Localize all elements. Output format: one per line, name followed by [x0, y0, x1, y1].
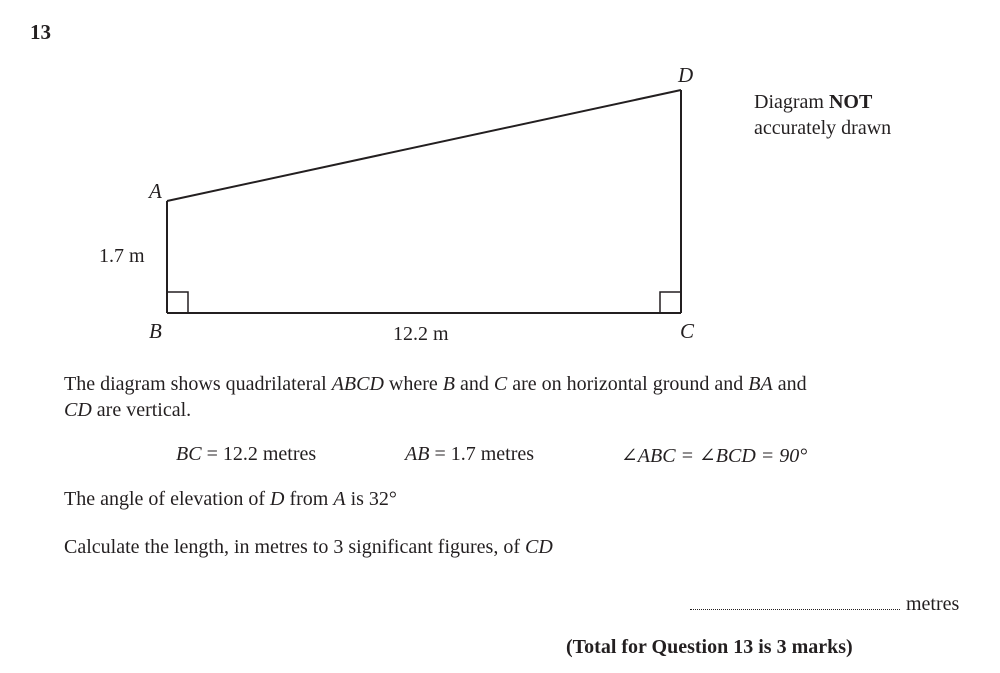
intro-ba: BA — [748, 373, 773, 395]
vertex-label-b: B — [149, 319, 162, 343]
elev-a: A — [333, 488, 346, 510]
right-angle-marker-b — [167, 292, 188, 313]
side-label-bc: 12.2 m — [393, 323, 449, 345]
total-marks: (Total for Question 13 is 3 marks) — [566, 636, 853, 658]
intro-paragraph — [64, 371, 824, 423]
given-ab — [405, 443, 534, 466]
intro-text-3: and — [459, 373, 489, 395]
note-prefix: Diagram — [754, 91, 824, 113]
question-number: 13 — [30, 20, 51, 44]
answer-dotted-line[interactable] — [690, 595, 900, 610]
given-ab-variable: AB — [405, 443, 430, 465]
given-ab-value: = 1.7 metres — [434, 443, 535, 465]
right-angle-marker-c — [660, 292, 681, 313]
given-angles — [621, 443, 807, 468]
answer-unit: metres — [906, 593, 960, 615]
calc-cd: CD — [525, 536, 553, 558]
answer-line[interactable] — [690, 593, 959, 616]
elev-text-3: is 32° — [350, 488, 397, 510]
calculate-instruction — [64, 534, 553, 560]
elev-text-1: The angle of elevation of — [64, 488, 266, 510]
intro-cd: CD — [64, 399, 92, 421]
side-ad — [167, 90, 681, 201]
given-bc — [176, 443, 316, 466]
intro-text-1: The diagram shows quadrilateral — [64, 373, 327, 395]
intro-text-6: are vertical. — [96, 399, 192, 421]
given-bc-variable: BC — [176, 443, 202, 465]
intro-text-4: are on horizontal ground and — [512, 373, 744, 395]
intro-abcd: ABCD — [331, 373, 384, 395]
note-suffix: accurately drawn — [754, 117, 892, 139]
intro-text-5: and — [777, 373, 807, 395]
vertex-label-c: C — [680, 319, 695, 343]
vertex-label-d: D — [678, 63, 694, 87]
elevation-sentence — [64, 486, 397, 512]
intro-text-2: where — [388, 373, 438, 395]
calc-text: Calculate the length, in metres to 3 significant figures, of — [64, 536, 520, 558]
given-angles-text: ∠ABC = ∠BCD = 90° — [621, 445, 808, 467]
not-accurately-drawn-note — [754, 89, 891, 141]
given-bc-value: = 12.2 metres — [206, 443, 317, 465]
side-label-ab: 1.7 m — [99, 245, 145, 267]
vertex-label-a: A — [149, 179, 162, 203]
elev-text-2: from — [289, 488, 329, 510]
note-bold: NOT — [828, 91, 873, 113]
intro-c: C — [493, 373, 508, 395]
elev-d: D — [270, 488, 285, 510]
intro-b: B — [442, 373, 455, 395]
